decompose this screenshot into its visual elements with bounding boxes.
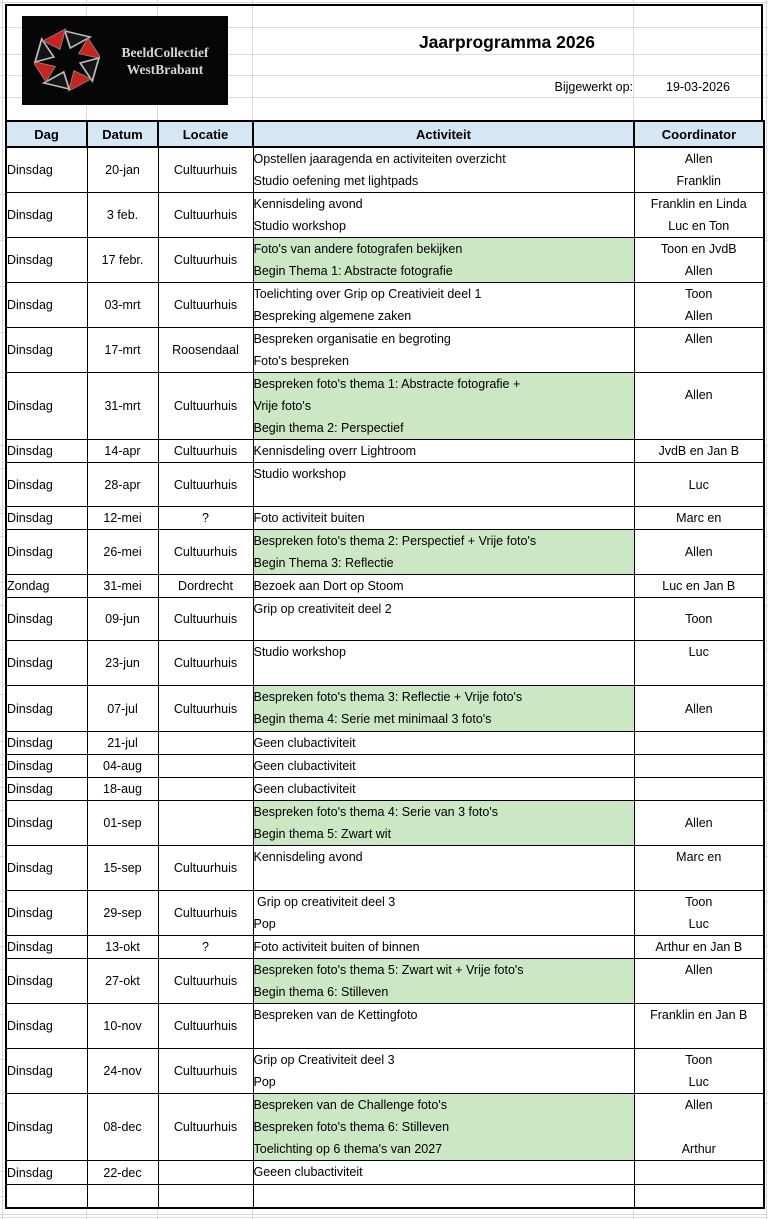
column-header-activiteit[interactable]: Activiteit xyxy=(253,121,634,147)
club-name xyxy=(106,44,224,78)
location-cell[interactable]: Cultuurhuis xyxy=(158,463,253,507)
coordinator-cell[interactable]: Allen Franklin xyxy=(634,147,764,193)
location-cell[interactable]: Cultuurhuis xyxy=(158,598,253,641)
day-cell[interactable]: Dinsdag xyxy=(6,283,87,328)
location-cell[interactable]: ? xyxy=(158,936,253,959)
coordinator-cell[interactable] xyxy=(634,755,764,778)
aperture-icon xyxy=(34,27,100,93)
day-cell[interactable]: Dinsdag xyxy=(6,959,87,1004)
date-cell[interactable]: 17 febr. xyxy=(87,238,158,283)
table-row xyxy=(6,959,764,1004)
coordinator-cell[interactable] xyxy=(634,1185,764,1209)
date-cell[interactable]: 28-apr xyxy=(87,463,158,507)
activity-cell[interactable]: Geeen clubactiviteit xyxy=(253,1161,634,1185)
activity-cell[interactable]: Grip op Creativiteit deel 3 Pop xyxy=(253,1049,634,1094)
activity-cell[interactable]: Foto's van andere fotografen bekijken Begin Thema 1: Abstracte fotografie xyxy=(253,238,634,283)
activity-cell[interactable]: Bespreken foto's thema 1: Abstracte fotografie + Vrije foto's Begin thema 2: Perspectief xyxy=(253,373,634,440)
day-cell[interactable]: Dinsdag xyxy=(6,507,87,530)
table-row xyxy=(6,507,764,530)
column-header-locatie[interactable]: Locatie xyxy=(158,121,253,147)
club-name-line2: WestBrabant xyxy=(126,61,204,77)
date-cell[interactable]: 20-jan xyxy=(87,147,158,193)
table-row xyxy=(6,801,764,846)
day-cell[interactable]: Dinsdag xyxy=(6,1049,87,1094)
sheet-header-area xyxy=(5,4,763,120)
location-cell[interactable] xyxy=(158,1185,253,1209)
location-cell[interactable]: Cultuurhuis xyxy=(158,147,253,193)
updated-label: Bijgewerkt op: xyxy=(554,80,633,94)
date-cell[interactable]: 18-aug xyxy=(87,778,158,801)
location-cell[interactable] xyxy=(158,778,253,801)
coordinator-cell[interactable]: Toon Allen xyxy=(634,283,764,328)
location-cell[interactable] xyxy=(158,1161,253,1185)
club-logo xyxy=(22,16,228,105)
activity-cell[interactable]: Opstellen jaaragenda en activiteiten overzicht Studio oefening met lightpads xyxy=(253,147,634,193)
coordinator-cell[interactable]: JvdB en Jan B xyxy=(634,440,764,463)
activity-cell[interactable]: Geen clubactiviteit xyxy=(253,755,634,778)
coordinator-cell[interactable]: Marc en xyxy=(634,846,764,891)
location-cell[interactable] xyxy=(158,732,253,755)
coordinator-cell[interactable]: Allen Arthur xyxy=(634,1094,764,1161)
activity-cell[interactable]: Bezoek aan Dort op Stoom xyxy=(253,575,634,598)
activity-cell[interactable]: Studio workshop xyxy=(253,641,634,686)
column-header-coordinator[interactable]: Coordinator xyxy=(634,121,764,147)
location-cell[interactable]: Cultuurhuis xyxy=(158,1049,253,1094)
date-cell[interactable]: 31-mrt xyxy=(87,373,158,440)
location-cell[interactable] xyxy=(158,755,253,778)
date-cell[interactable]: 26-mei xyxy=(87,530,158,575)
activity-cell[interactable]: Grip op creativiteit deel 3 Pop xyxy=(253,891,634,936)
date-cell[interactable]: 24-nov xyxy=(87,1049,158,1094)
updated-date-cell[interactable]: 19-03-2026 xyxy=(666,80,730,94)
location-cell[interactable]: Dordrecht xyxy=(158,575,253,598)
coordinator-cell[interactable] xyxy=(634,1161,764,1185)
activity-cell[interactable]: Kennisdeling avond Studio workshop xyxy=(253,193,634,238)
coordinator-cell[interactable]: Luc en Jan B xyxy=(634,575,764,598)
date-cell[interactable]: 13-okt xyxy=(87,936,158,959)
location-cell[interactable]: Cultuurhuis xyxy=(158,959,253,1004)
date-cell[interactable]: 27-okt xyxy=(87,959,158,1004)
table-row xyxy=(6,686,764,732)
day-cell[interactable]: Dinsdag xyxy=(6,530,87,575)
activity-cell[interactable]: Bespreken foto's thema 2: Perspectief + Vrije foto's Begin Thema 3: Reflectie xyxy=(253,530,634,575)
coordinator-cell[interactable]: Allen xyxy=(634,530,764,575)
day-cell[interactable]: Dinsdag xyxy=(6,846,87,891)
table-row xyxy=(6,755,764,778)
date-cell[interactable]: 22-dec xyxy=(87,1161,158,1185)
table-row xyxy=(6,891,764,936)
date-cell[interactable]: 03-mrt xyxy=(87,283,158,328)
coordinator-cell[interactable]: Allen xyxy=(634,959,764,1004)
coordinator-cell[interactable]: Franklin en Jan B xyxy=(634,1004,764,1049)
location-cell[interactable]: Cultuurhuis xyxy=(158,1094,253,1161)
activity-cell[interactable]: Bespreken foto's thema 4: Serie van 3 foto's Begin thema 5: Zwart wit xyxy=(253,801,634,846)
worksheet xyxy=(5,4,763,1209)
date-cell[interactable]: 31-mei xyxy=(87,575,158,598)
day-cell[interactable]: Dinsdag xyxy=(6,463,87,507)
date-cell[interactable]: 08-dec xyxy=(87,1094,158,1161)
table-row xyxy=(6,463,764,507)
location-cell[interactable] xyxy=(158,801,253,846)
activity-cell[interactable]: Kennisdeling avond xyxy=(253,846,634,891)
day-cell[interactable]: Dinsdag xyxy=(6,147,87,193)
day-cell[interactable]: Dinsdag xyxy=(6,1094,87,1161)
day-cell[interactable]: Dinsdag xyxy=(6,936,87,959)
day-cell[interactable]: Dinsdag xyxy=(6,801,87,846)
coordinator-cell[interactable]: Luc xyxy=(634,463,764,507)
day-cell[interactable]: Dinsdag xyxy=(6,1004,87,1049)
day-cell[interactable]: Dinsdag xyxy=(6,598,87,641)
coordinator-cell[interactable] xyxy=(634,732,764,755)
location-cell[interactable]: Cultuurhuis xyxy=(158,1004,253,1049)
day-cell[interactable] xyxy=(6,1185,87,1209)
coordinator-cell[interactable]: Toon Luc xyxy=(634,891,764,936)
date-cell[interactable]: 01-sep xyxy=(87,801,158,846)
day-cell[interactable]: Dinsdag xyxy=(6,193,87,238)
day-cell[interactable]: Dinsdag xyxy=(6,641,87,686)
coordinator-cell[interactable]: Allen xyxy=(634,686,764,732)
day-cell[interactable]: Dinsdag xyxy=(6,440,87,463)
table-row xyxy=(6,598,764,641)
page-title: Jaarprogramma 2026 xyxy=(418,32,596,52)
activity-cell[interactable]: Geen clubactiviteit xyxy=(253,778,634,801)
day-cell[interactable]: Dinsdag xyxy=(6,778,87,801)
location-cell[interactable]: Cultuurhuis xyxy=(158,530,253,575)
table-row xyxy=(6,936,764,959)
date-cell[interactable]: 09-jun xyxy=(87,598,158,641)
location-cell[interactable]: Cultuurhuis xyxy=(158,373,253,440)
table-row xyxy=(6,1049,764,1094)
location-cell[interactable]: Cultuurhuis xyxy=(158,846,253,891)
table-row xyxy=(6,846,764,891)
day-cell[interactable]: Dinsdag xyxy=(6,686,87,732)
coordinator-cell[interactable]: Luc xyxy=(634,641,764,686)
column-header-datum[interactable]: Datum xyxy=(87,121,158,147)
day-cell[interactable]: Dinsdag xyxy=(6,732,87,755)
table-row xyxy=(6,1004,764,1049)
coordinator-cell[interactable]: Franklin en Linda Luc en Ton xyxy=(634,193,764,238)
coordinator-cell[interactable]: Arthur en Jan B xyxy=(634,936,764,959)
location-cell[interactable]: Cultuurhuis xyxy=(158,238,253,283)
table-row xyxy=(6,238,764,283)
activity-cell[interactable]: Foto activiteit buiten xyxy=(253,507,634,530)
location-cell[interactable]: Cultuurhuis xyxy=(158,193,253,238)
column-header-row xyxy=(6,121,764,147)
activity-cell[interactable]: Bespreken van de Challenge foto's Bespreken foto's thema 6: Stilleven Toelichting op 6 thema's van 2027 xyxy=(253,1094,634,1161)
activity-cell[interactable]: Geen clubactiviteit xyxy=(253,732,634,755)
activity-cell[interactable]: Studio workshop xyxy=(253,463,634,507)
date-cell[interactable]: 07-jul xyxy=(87,686,158,732)
activity-cell[interactable]: Bespreken van de Kettingfoto xyxy=(253,1004,634,1049)
table-row xyxy=(6,1094,764,1161)
table-row xyxy=(6,778,764,801)
coordinator-cell[interactable] xyxy=(634,778,764,801)
activity-cell[interactable]: Grip op creativiteit deel 2 xyxy=(253,598,634,641)
table-row xyxy=(6,147,764,193)
day-cell[interactable]: Dinsdag xyxy=(6,238,87,283)
table-row xyxy=(6,193,764,238)
coordinator-cell[interactable]: Allen xyxy=(634,328,764,373)
location-cell[interactable]: Cultuurhuis xyxy=(158,440,253,463)
schedule-table xyxy=(5,120,765,1209)
day-cell[interactable]: Dinsdag xyxy=(6,755,87,778)
day-cell[interactable]: Dinsdag xyxy=(6,1161,87,1185)
location-cell[interactable]: Cultuurhuis xyxy=(158,283,253,328)
date-cell[interactable]: 21-jul xyxy=(87,732,158,755)
activity-cell[interactable]: Bespreken organisatie en begroting Foto's bespreken xyxy=(253,328,634,373)
activity-cell[interactable]: Kennisdeling overr Lightroom xyxy=(253,440,634,463)
activity-cell[interactable] xyxy=(253,1185,634,1209)
table-row xyxy=(6,641,764,686)
date-cell[interactable]: 3 feb. xyxy=(87,193,158,238)
date-cell[interactable]: 17-mrt xyxy=(87,328,158,373)
location-cell[interactable]: Cultuurhuis xyxy=(158,891,253,936)
date-cell[interactable]: 14-apr xyxy=(87,440,158,463)
coordinator-cell[interactable]: Allen xyxy=(634,801,764,846)
table-row xyxy=(6,328,764,373)
table-row xyxy=(6,373,764,440)
location-cell[interactable]: Roosendaal xyxy=(158,328,253,373)
day-cell[interactable]: Dinsdag xyxy=(6,373,87,440)
location-cell[interactable]: Cultuurhuis xyxy=(158,686,253,732)
coordinator-cell[interactable]: Allen xyxy=(634,373,764,440)
date-cell[interactable]: 04-aug xyxy=(87,755,158,778)
date-cell[interactable]: 23-jun xyxy=(87,641,158,686)
date-cell[interactable]: 12-mei xyxy=(87,507,158,530)
day-cell[interactable]: Dinsdag xyxy=(6,891,87,936)
table-row xyxy=(6,732,764,755)
coordinator-cell[interactable]: Toon xyxy=(634,598,764,641)
coordinator-cell[interactable]: Toon en JvdB Allen xyxy=(634,238,764,283)
table-row xyxy=(6,440,764,463)
table-row xyxy=(6,283,764,328)
table-row xyxy=(6,1185,764,1209)
date-cell[interactable]: 10-nov xyxy=(87,1004,158,1049)
table-row xyxy=(6,575,764,598)
coordinator-cell[interactable]: Marc en xyxy=(634,507,764,530)
day-cell[interactable]: Dinsdag xyxy=(6,328,87,373)
activity-cell[interactable]: Bespreken foto's thema 5: Zwart wit + Vrije foto's Begin thema 6: Stilleven xyxy=(253,959,634,1004)
activity-cell[interactable]: Bespreken foto's thema 3: Reflectie + Vrije foto's Begin thema 4: Serie met minimaal 3 foto's xyxy=(253,686,634,732)
club-name-line1: BeeldCollectief xyxy=(121,44,209,60)
column-header-dag[interactable]: Dag xyxy=(6,121,87,147)
table-row xyxy=(6,530,764,575)
location-cell[interactable]: ? xyxy=(158,507,253,530)
coordinator-cell[interactable]: Toon Luc xyxy=(634,1049,764,1094)
date-cell[interactable] xyxy=(87,1185,158,1209)
day-cell[interactable]: Zondag xyxy=(6,575,87,598)
date-cell[interactable]: 29-sep xyxy=(87,891,158,936)
activity-cell[interactable]: Foto activiteit buiten of binnen xyxy=(253,936,634,959)
location-cell[interactable]: Cultuurhuis xyxy=(158,641,253,686)
activity-cell[interactable]: Toelichting over Grip op Creativieit deel 1 Bespreking algemene zaken xyxy=(253,283,634,328)
date-cell[interactable]: 15-sep xyxy=(87,846,158,891)
table-row xyxy=(6,1161,764,1185)
